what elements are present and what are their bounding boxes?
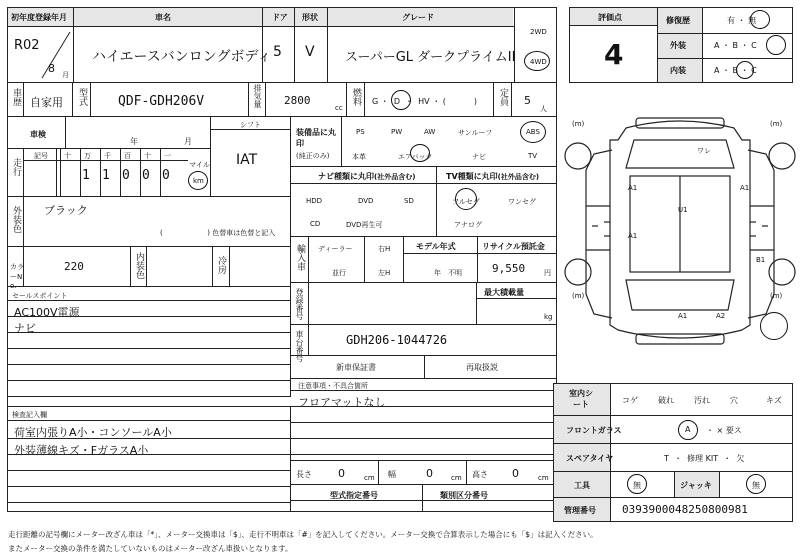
drive-4wd-circle bbox=[524, 51, 550, 71]
mileage-digit: 1 bbox=[102, 168, 110, 183]
control-no: 0393900048250800981 bbox=[622, 503, 748, 516]
tv-analog: アナログ bbox=[454, 221, 482, 229]
spare-options: T ・ 修理 KIT ・ 欠 bbox=[664, 454, 745, 463]
interior-b-circle bbox=[736, 61, 754, 79]
import-parallel: 並行 bbox=[332, 269, 346, 277]
door-header: ドア bbox=[272, 13, 288, 22]
exterior-color-label: 外装色 bbox=[11, 206, 21, 233]
model-year-header: モデル年式 bbox=[416, 242, 456, 251]
sales-points-header: セールスポイント bbox=[12, 292, 68, 300]
first-reg-era: R02 bbox=[14, 38, 40, 53]
mileage-col-header: 十 bbox=[144, 152, 151, 160]
mileage-digit: 0 bbox=[122, 168, 130, 183]
mark-b1: B1 bbox=[756, 256, 766, 264]
mileage-col-header: 一 bbox=[164, 152, 171, 160]
tv-sub-text: (社外品含む) bbox=[497, 173, 540, 181]
equip-aw: AW bbox=[424, 128, 436, 136]
exterior-color-value: ブラック bbox=[44, 204, 88, 217]
width-label: 幅 bbox=[388, 470, 396, 479]
nav-header-text: ナビ種類に丸印 bbox=[318, 172, 374, 181]
color-no-value: 220 bbox=[64, 260, 84, 273]
mark-a1-left-front: A1 bbox=[628, 184, 638, 192]
model-year-value: 年 不明 bbox=[434, 269, 462, 277]
handle-left: 左H bbox=[378, 269, 391, 277]
sales-point-2: ナビ bbox=[14, 322, 36, 335]
import-label: 輸入車 bbox=[295, 244, 305, 271]
capacity-unit: 人 bbox=[540, 105, 547, 113]
chassis-label: 車台番号 bbox=[295, 330, 304, 362]
month-unit: 月 bbox=[62, 71, 69, 79]
bracket-bl: (m) bbox=[572, 292, 585, 300]
repair-options: 有 ・ 無 bbox=[727, 16, 757, 25]
mile-label: マイル bbox=[189, 161, 210, 169]
equip-airbag: エアバック bbox=[398, 153, 433, 161]
equip-ps: PS bbox=[356, 128, 365, 136]
inspection-label: 車検 bbox=[30, 130, 46, 139]
fuel-circle bbox=[391, 90, 411, 110]
equipment-sub: (純正のみ) bbox=[296, 152, 330, 160]
fullseg-circle bbox=[455, 188, 477, 210]
equip-pw: PW bbox=[391, 128, 403, 136]
mark-u1: U1 bbox=[678, 206, 688, 214]
repair-none-circle bbox=[750, 10, 770, 29]
usage-value: 自家用 bbox=[30, 96, 63, 109]
grade-value: スーパーGL ダークプライムII bbox=[345, 50, 516, 65]
nav-dvd: DVD bbox=[358, 197, 374, 205]
length-label: 長さ bbox=[296, 470, 312, 479]
grade-header: グレード bbox=[402, 13, 434, 22]
abs-circle bbox=[520, 121, 546, 143]
tools-circle bbox=[627, 474, 647, 494]
notice-text: フロアマットなし bbox=[298, 396, 386, 409]
bracket-tl: (m) bbox=[572, 120, 585, 128]
jack-label: ジャッキ bbox=[680, 481, 712, 490]
height-value: 0 bbox=[512, 467, 519, 480]
interior-label: 内装 bbox=[670, 66, 686, 75]
interior-sheet-option: 穴 bbox=[730, 396, 738, 405]
mileage-digit: 0 bbox=[142, 168, 150, 183]
cc-unit: cc bbox=[335, 104, 343, 112]
door-count: 5 bbox=[273, 44, 282, 60]
first-reg-header: 初年度登録年月 bbox=[11, 13, 67, 22]
score-header: 評価点 bbox=[598, 13, 622, 22]
tv-oneseg: ワンセグ bbox=[508, 198, 536, 206]
length-unit: cm bbox=[364, 474, 375, 482]
control-no-label: 管理番号 bbox=[564, 506, 596, 515]
max-load-header: 最大積載量 bbox=[484, 288, 524, 297]
recycle-value: 9,550 bbox=[492, 262, 526, 275]
car-name-header: 車名 bbox=[155, 13, 171, 22]
interior-sheet-option: 汚れ bbox=[694, 396, 710, 405]
width-value: 0 bbox=[426, 467, 433, 480]
equip-sunroof: サンルーフ bbox=[458, 129, 493, 137]
spare-wheel-circle bbox=[760, 312, 788, 340]
yen-unit: 円 bbox=[544, 269, 551, 277]
exterior-c-circle bbox=[766, 35, 786, 55]
equip-navi: ナビ bbox=[472, 153, 486, 161]
interior-sheet-label: 室内シート bbox=[569, 389, 593, 409]
windshield-options: ・ × 要ス bbox=[706, 426, 742, 435]
windshield-circle bbox=[678, 420, 698, 440]
km-circle bbox=[188, 171, 208, 190]
category-label: 類別区分番号 bbox=[440, 491, 488, 500]
drive-2wd: 2WD bbox=[530, 28, 547, 36]
drive-4wd: 4WD bbox=[530, 58, 547, 66]
sales-point-1: AC100V電源 bbox=[14, 306, 80, 319]
bracket-tr: (m) bbox=[770, 120, 783, 128]
type-spec-label: 型式指定番号 bbox=[330, 491, 378, 500]
width-unit: cm bbox=[451, 474, 462, 482]
mark-a2: A2 bbox=[716, 312, 726, 320]
fuel-label: 燃料 bbox=[351, 88, 361, 106]
windshield-value: A bbox=[685, 425, 691, 434]
footer-note-2: またメーター交換の条件を満たしていないものはメーター改ざん車扱いとなります。 bbox=[8, 544, 293, 553]
nav-sub-text: (社外品含む) bbox=[374, 173, 416, 181]
displacement-label: 排気量 bbox=[253, 84, 262, 108]
mileage-col-header: 千 bbox=[104, 152, 111, 160]
inspector-note-1: 荷室内張りA小・コンソールA小 bbox=[14, 426, 172, 439]
import-dealer: ディーラー bbox=[318, 245, 353, 253]
mileage-col-header: 百 bbox=[124, 152, 131, 160]
shape-header: 形状 bbox=[302, 13, 318, 22]
mark-a1-left-rear: A1 bbox=[628, 232, 638, 240]
score-value: 4 bbox=[604, 38, 624, 71]
interior-sheet-option: キズ bbox=[766, 396, 782, 405]
color-no-label: カラーNo. bbox=[10, 263, 24, 290]
interior-sheet-option: コゲ bbox=[622, 396, 638, 405]
shift-header: シフト bbox=[240, 121, 261, 129]
inspection-year-unit: 年 bbox=[130, 137, 138, 146]
length-value: 0 bbox=[338, 467, 345, 480]
exterior-options: A ・ B ・ C bbox=[714, 41, 757, 50]
jack-circle bbox=[746, 474, 766, 494]
equip-leather: 本革 bbox=[352, 153, 366, 161]
tv-header bbox=[446, 171, 539, 182]
manual-label: 再取扱説 bbox=[466, 363, 498, 372]
reg-no-label: 登録番号 bbox=[295, 288, 304, 320]
interior-color-label: 内装色 bbox=[134, 252, 144, 279]
interior-options: A ・ B ・ C bbox=[714, 66, 757, 75]
kg-unit: kg bbox=[544, 313, 553, 321]
equip-tv: TV bbox=[528, 152, 538, 160]
spare-label: スペアタイヤ bbox=[566, 454, 614, 463]
inspection-month-unit: 月 bbox=[184, 137, 192, 146]
nav-cd: CD bbox=[310, 220, 321, 228]
nav-dvd-play: DVD再生可 bbox=[346, 221, 383, 229]
equip-abs: ABS bbox=[526, 128, 540, 136]
mileage-digit: 1 bbox=[82, 168, 90, 183]
nav-sd: SD bbox=[404, 197, 414, 205]
warranty-label: 新車保証書 bbox=[336, 363, 376, 372]
mileage-col-header: 万 bbox=[84, 152, 91, 160]
height-unit: cm bbox=[538, 474, 549, 482]
mark-a1-rear-left: A1 bbox=[678, 312, 688, 320]
mark-a1-right: A1 bbox=[740, 184, 750, 192]
tv-fullseg: フルセグ bbox=[452, 198, 480, 206]
displacement-value: 2800 bbox=[284, 94, 311, 107]
usage-label: 車歴 bbox=[11, 88, 21, 106]
header-band bbox=[8, 8, 513, 26]
model-label: 型式 bbox=[77, 88, 87, 106]
footer-note-1: 走行距離の記号欄にメーター改ざん車は「*」、メーター交換車は「$」、走行不明車は「#」を記入してください。メーター交換で合算表示した場合にも「$」は記入ください。 bbox=[8, 530, 598, 539]
mileage-digit: 0 bbox=[162, 168, 170, 183]
airbag-circle bbox=[410, 144, 430, 162]
bracket-br: (m) bbox=[770, 292, 783, 300]
first-reg-month: 8 bbox=[48, 62, 55, 75]
recycle-header: リサイクル預託金 bbox=[482, 242, 545, 251]
color-change-note: ( ) 色替車は色替と記入 bbox=[160, 229, 276, 237]
repair-label: 修復歴 bbox=[666, 16, 690, 25]
inspector-notes-header: 検査記入欄 bbox=[12, 411, 47, 419]
mark-top: ワレ bbox=[697, 147, 711, 155]
nav-hdd: HDD bbox=[306, 197, 323, 205]
tools-value: 無 bbox=[633, 481, 641, 490]
jack-value: 無 bbox=[752, 481, 760, 490]
handle-right: 右H bbox=[378, 245, 391, 253]
notice-header: 注意事項・不具合箇所 bbox=[298, 382, 368, 390]
tools-label: 工具 bbox=[574, 481, 590, 490]
nav-header bbox=[318, 171, 415, 182]
mileage-col-header: 記号 bbox=[34, 152, 48, 160]
exterior-label: 外装 bbox=[670, 41, 686, 50]
model-code: QDF-GDH206V bbox=[118, 94, 205, 109]
windshield-label: フロントガラス bbox=[566, 426, 622, 435]
body-shape: V bbox=[305, 44, 315, 60]
car-name: ハイエースバンロングボディ bbox=[92, 49, 272, 65]
chassis-no: GDH206-1044726 bbox=[346, 333, 448, 347]
cooler-label: 冷房 bbox=[216, 256, 226, 274]
inspector-note-2: 外装薄線キズ・FガラスA小 bbox=[14, 444, 149, 457]
capacity-label: 定員 bbox=[498, 88, 508, 106]
capacity-value: 5 bbox=[524, 94, 531, 107]
equipment-label: 装備品に丸印 bbox=[296, 128, 336, 148]
height-label: 高さ bbox=[472, 470, 488, 479]
interior-sheet-option: 破れ bbox=[658, 396, 674, 405]
tv-header-text: TV種類に丸印 bbox=[446, 172, 498, 181]
mileage-label: 走行 bbox=[11, 158, 21, 176]
fuel-options: G ・ D ・ HV ・ ( ) bbox=[372, 97, 477, 106]
shift-value: IAT bbox=[236, 152, 258, 168]
mileage-col-header: 十 bbox=[64, 152, 71, 160]
km-label: km bbox=[193, 177, 204, 185]
